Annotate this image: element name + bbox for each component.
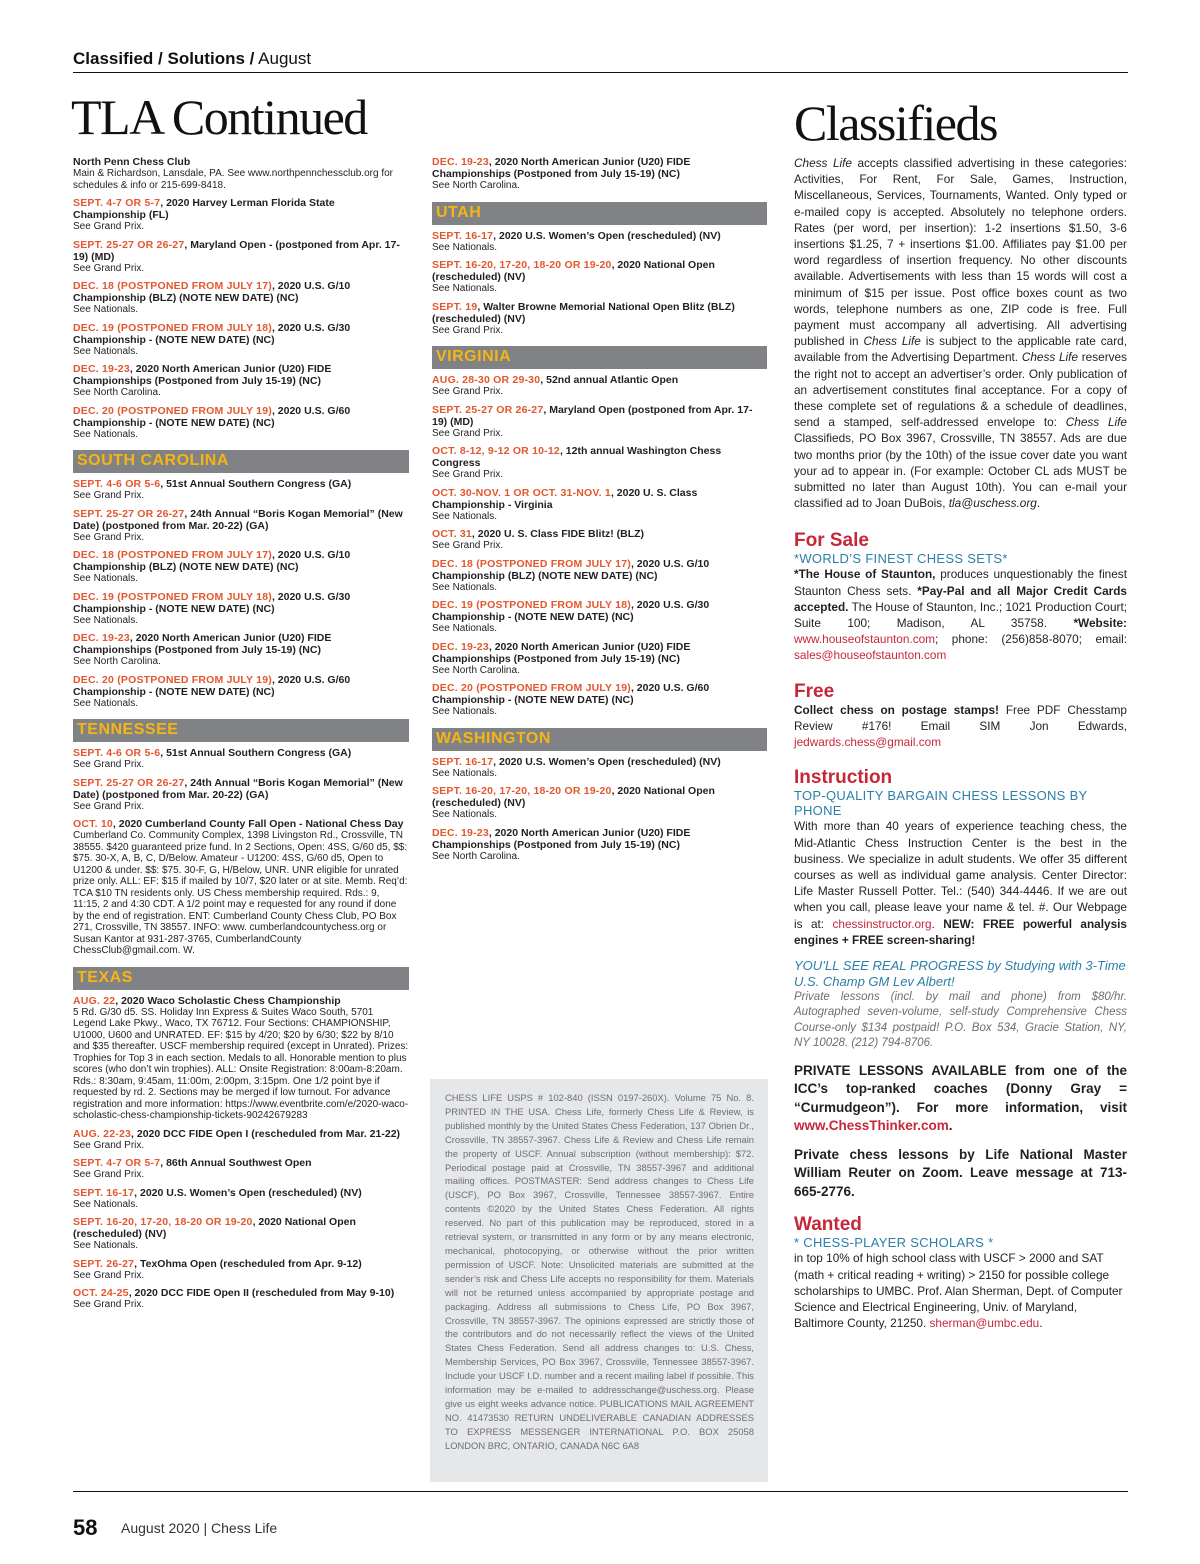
event-heading bbox=[432, 599, 767, 623]
event-listing bbox=[73, 1157, 409, 1181]
event-title: , 2020 U.S. G/60 Championship - (NOTE NEW DATE) (NC) bbox=[73, 404, 351, 429]
event-title: , 2020 DCC FIDE Open I (rescheduled from Mar. 21-22) bbox=[131, 1127, 401, 1140]
event-title: , 24th Annual “Boris Kogan Memorial” (New Date) (postponed from Mar. 20-22) (GA) bbox=[73, 776, 403, 801]
event-desc: See Grand Prix. bbox=[73, 800, 145, 812]
for-sale-subheading: *WORLD’S FINEST CHESS SETS* bbox=[794, 551, 1008, 567]
event-heading bbox=[73, 818, 409, 830]
event-title: , 2020 U.S. G/60 Championship - (NOTE NEW DATE) (NC) bbox=[73, 673, 351, 698]
event-heading bbox=[73, 508, 409, 532]
event-date: DEC. 20 (POSTPONED FROM JULY 19) bbox=[73, 673, 272, 686]
event-listing bbox=[432, 445, 767, 481]
event-title: , 2020 U.S. Women’s Open (rescheduled) (NV) bbox=[134, 1186, 362, 1199]
event-title: , 51st Annual Southern Congress (GA) bbox=[160, 747, 352, 759]
event-title: , 86th Annual Southwest Open bbox=[160, 1157, 312, 1169]
event-listing bbox=[432, 404, 767, 440]
page-number: 58 bbox=[73, 1515, 98, 1540]
event-date: SEPT. 26-27 bbox=[73, 1257, 135, 1270]
state-header-texas: TEXAS bbox=[73, 967, 409, 990]
event-date: OCT. 10 bbox=[73, 818, 113, 830]
event-listing bbox=[73, 322, 409, 358]
event-desc: See Nationals. bbox=[432, 767, 498, 779]
event-heading bbox=[73, 1216, 409, 1240]
event-heading bbox=[432, 558, 767, 582]
event-desc: See Grand Prix. bbox=[73, 221, 145, 232]
wa-events bbox=[432, 756, 767, 863]
event-desc: See Nationals. bbox=[73, 697, 139, 709]
event-desc: See Grand Prix. bbox=[73, 1269, 145, 1281]
event-desc: See Nationals. bbox=[432, 581, 498, 593]
instruction-subheading: TOP-QUALITY BARGAIN CHESS LESSONS BY PHONE bbox=[794, 788, 1088, 819]
event-listing bbox=[432, 230, 767, 254]
state-header-south-carolina: SOUTH CAROLINA bbox=[73, 450, 409, 473]
event-desc: See Grand Prix. bbox=[432, 427, 504, 439]
chessthinker-link[interactable]: www.ChessThinker.com bbox=[794, 1118, 949, 1134]
event-heading bbox=[432, 374, 767, 386]
event-desc: See Nationals. bbox=[432, 283, 498, 294]
event-listing bbox=[432, 528, 767, 552]
event-listing bbox=[73, 747, 409, 771]
event-title: , 2020 U.S. G/10 Championship (BLZ) (NOTE NEW DATE) (NC) bbox=[73, 549, 351, 573]
club-listing bbox=[73, 156, 409, 191]
wanted-heading: Wanted bbox=[794, 1214, 862, 1236]
event-desc: See Grand Prix. bbox=[73, 1139, 145, 1151]
event-listing bbox=[73, 478, 409, 502]
state-header-tennessee: TENNESSEE bbox=[73, 719, 409, 742]
event-heading bbox=[73, 280, 409, 304]
event-heading bbox=[73, 674, 409, 698]
event-heading bbox=[73, 1157, 409, 1169]
event-title: , 2020 U.S. G/10 Championship (BLZ) (NOTE NEW DATE) (NC) bbox=[432, 557, 710, 582]
instruction-heading: Instruction bbox=[794, 767, 893, 789]
chessinstructor-link[interactable]: chessinstructor.org bbox=[832, 916, 932, 931]
event-date: AUG. 22 bbox=[73, 994, 116, 1007]
event-desc: See Nationals. bbox=[73, 1198, 139, 1210]
event-date: DEC. 19-23 bbox=[432, 640, 489, 653]
event-heading bbox=[73, 995, 409, 1007]
event-desc: See Grand Prix. bbox=[73, 531, 145, 543]
event-title: , 2020 North American Junior (U20) FIDE Championships (Postponed from July 15-19) (NC) bbox=[432, 826, 691, 851]
event-heading bbox=[73, 363, 409, 387]
event-heading bbox=[73, 239, 409, 263]
tn-events bbox=[73, 747, 409, 957]
event-listing bbox=[432, 301, 767, 337]
sherman-email-link[interactable]: sherman@umbc.edu bbox=[929, 1316, 1040, 1331]
event-title: , 24th Annual “Boris Kogan Memorial” (New Date) (postponed from Mar. 20-22) (GA) bbox=[73, 507, 403, 532]
event-heading bbox=[432, 682, 767, 706]
event-listing bbox=[73, 1187, 409, 1211]
event-desc: See Grand Prix. bbox=[73, 1169, 145, 1180]
event-date: OCT. 30-NOV. 1 OR OCT. 31-NOV. 1 bbox=[432, 486, 611, 499]
event-listing bbox=[432, 599, 767, 635]
event-date: SEPT. 25-27 OR 26-27 bbox=[432, 403, 544, 416]
state-header-utah: UTAH bbox=[432, 202, 767, 225]
tx-events bbox=[73, 995, 409, 1311]
event-title: , Maryland Open (postponed from Apr. 17-19) (MD) bbox=[432, 403, 753, 428]
event-heading bbox=[432, 404, 767, 428]
event-desc: See North Carolina. bbox=[432, 850, 520, 862]
event-heading bbox=[432, 756, 767, 768]
event-date: OCT. 24-25 bbox=[73, 1287, 129, 1299]
event-title: , 2020 National Open (rescheduled) (NV) bbox=[73, 1216, 356, 1240]
for-sale-heading: For Sale bbox=[794, 530, 869, 552]
event-heading bbox=[73, 549, 409, 573]
event-title: , 2020 U. S. Class FIDE Blitz! (BLZ) bbox=[471, 528, 645, 540]
event-date: SEPT. 16-17 bbox=[432, 229, 494, 242]
event-heading bbox=[73, 1187, 409, 1199]
event-title: , Maryland Open - (postponed from Apr. 17-19) (MD) bbox=[73, 238, 400, 263]
jedwards-email-link[interactable]: jedwards.chess@gmail.com bbox=[794, 735, 942, 750]
event-listing bbox=[73, 1216, 409, 1252]
event-listing bbox=[73, 1287, 409, 1311]
event-date: DEC. 18 (POSTPONED FROM JULY 17) bbox=[73, 280, 272, 292]
event-date: SEPT. 25-27 OR 26-27 bbox=[73, 238, 185, 251]
event-heading bbox=[73, 197, 409, 221]
event-desc: 5 Rd. G/30 d5. SS. Holiday Inn Express & Suites Waco South, 5701 Legend Lake Pkwy., Waco, TX 76712. Four Sections: CHAMPIONSHIP, U1000, U600 and UNRATED. EF: $15 by 4/20; $20 by 6/30; $22 by 8/10 and $35 thereafter. USCF membership required (except in Unrated). Prizes: Trophies for Top 3 in each section. Medals to all. Honorable mention to plus scores (who don’t win trophies). ALL: Onsite Registration: 8:00am-8:20am. Rds.: 8:30am, 9:45am, 11:00m, 2:00pm, 3:15pm. One 1/2 point bye if requested by rd. 2. Sections may be merged if low turnout. For advance registration and more information: https://www.eventbrite.com/e/2020-waco-scholastic-chess-championship-tickets-90242679283 bbox=[73, 1006, 409, 1121]
event-listing bbox=[73, 549, 409, 585]
event-desc: See Nationals. bbox=[73, 573, 139, 584]
event-title: , 2020 U.S. G/30 Championship - (NOTE NEW DATE) (NC) bbox=[73, 321, 351, 346]
event-desc: See Grand Prix. bbox=[432, 540, 504, 551]
event-date: SEPT. 16-17 bbox=[73, 1186, 135, 1199]
event-heading bbox=[73, 405, 409, 429]
event-listing bbox=[73, 591, 409, 627]
tla-column-1 bbox=[73, 156, 409, 1317]
event-heading bbox=[432, 230, 767, 242]
for-sale-ad: *The House of Staunton, produces unquestionably the finest Staunton Chess sets. *Pay-Pal and all Major Credit Cards accepted. The House of Staunton, Inc.; 1021 Production Court; Suite 100; Madison, AL 35758. *Website: www.houseofstaunton.com; phone: (256)858-8070; email: sales@houseofstaunton.com bbox=[794, 567, 1127, 663]
usps-statement-box bbox=[430, 1079, 768, 1482]
ut-events bbox=[432, 230, 767, 337]
pa-events bbox=[73, 197, 409, 440]
reuter-lessons-ad: Private chess lessons by Life National Master William Reuter on Zoom. Leave message at 713-665-2776. bbox=[794, 1146, 1127, 1199]
event-listing bbox=[432, 374, 767, 398]
event-listing bbox=[432, 558, 767, 594]
event-title: , 2020 National Open (rescheduled) (NV) bbox=[432, 785, 715, 809]
event-desc: See Grand Prix. bbox=[73, 759, 145, 770]
event-listing bbox=[432, 156, 767, 192]
event-desc: See Grand Prix. bbox=[73, 1299, 145, 1310]
event-desc: See Grand Prix. bbox=[432, 324, 504, 336]
free-ad: Collect chess on postage stamps! Free PDF Chesstamp Review #176! Email SIM Jon Edwards, jedwards.chess@gmail.com bbox=[794, 702, 1127, 750]
event-heading bbox=[432, 785, 767, 809]
event-desc: See Grand Prix. bbox=[432, 386, 504, 397]
event-desc: See Nationals. bbox=[432, 623, 498, 634]
event-listing bbox=[73, 1258, 409, 1282]
state-header-washington: WASHINGTON bbox=[432, 728, 767, 751]
event-desc: Cumberland Co. Community Complex, 1398 Livingston Rd., Crossville, TN 38555. $420 guaranteed prize fund. In 2 Sections, Open: 4SS, G/60 d5, $$: $75. 30-X, A, B, C, D/Below. Amateur - U1200: 4SS, G/60 d5, Open to U1200 & under. $$: $75. 30-F, G, H/Below, UNR. UNR eligible for unrated prize only. ALL: EF: $15 if mailed by 10/7, $20 later or at site. Memb. Req’d: TCA $10 TN residents only. US Chess membership required. Rds.: 9, 11:15, 2 and 4:30 CDT. A 1/2 point may e requested for any round if done by the end of registration. ENT: Cumberland County Chess Club, PO Box 271, Crossville, TN 38557. INFO: www. cumberlandcountychess.org or Susan Kantor at 931-287-3765, CumberlandCounty ChessClub@gmail.com. W. bbox=[73, 830, 408, 956]
state-header-virginia: VIRGINIA bbox=[432, 346, 767, 369]
event-date: SEPT. 16-20, 17-20, 18-20 OR 19-20 bbox=[432, 785, 612, 797]
event-listing bbox=[73, 777, 409, 813]
event-date: SEPT. 16-17 bbox=[432, 755, 494, 768]
usps-statement: CHESS LIFE USPS # 102-840 (ISSN 0197-260X). Volume 75 No. 8. PRINTED IN THE USA. Chess Life, formerly Chess Life & Review, is published monthly by the United States Chess Federation, 137 Obrien Dr., Crossville, TN 38557-3967. Chess Life & Review and Chess Life remain the property of USCF. Annual subscription (without membership): $72. Periodical postage paid at Crossville, TN 38557-3967 and additional mailing offices. POSTMASTER: Send address changes to Chess Life (USCF), PO Box 3967, Crossville, Tennessee 38557-3967. Entire contents ©2020 by the United States Chess Federation. All rights reserved. No part of this publication may be reproduced, stored in a retrieval system, or transmitted in any form or by any means electronic, mechanical, photocopying, or otherwise without the prior written permission of USCF. Note: Unsolicited materials are submitted at the sender’s risk and Chess Life accepts no responsibility for them. Materials will not be returned unless accompanied by appropriate postage and packaging. Address all submissions to Chess Life, PO Box 3967, Crossville, TN 38557-3967. The opinions expressed are strictly those of the contributors and do not necessarily reflect the views of the United States Chess Federation. Send all address changes to: U.S. Chess, Membership Services, PO Box 3967, Crossville, Tennessee 38557-3967. Include your USCF I.D. number and a recent mailing label if possible. This information may be e-mailed to addresschange@uschess.org. Please give us eight weeks advance notice. PUBLICATIONS MAIL AGREEMENT NO. 41473530 RETURN UNDELIVERABLE CANADIAN ADDRESSES TO EXPRESS MESSENGER INTERNATIONAL P.O. BOX 25058 LONDON BRC, ONTARIO, CANADA N6C 6A8 bbox=[445, 1092, 754, 1451]
col2-top-events bbox=[432, 156, 767, 192]
event-date: SEPT. 4-7 OR 5-7 bbox=[73, 197, 161, 209]
event-heading bbox=[432, 487, 767, 511]
event-date: SEPT. 25-27 OR 26-27 bbox=[73, 776, 185, 789]
event-date: SEPT. 16-20, 17-20, 18-20 OR 19-20 bbox=[432, 259, 612, 271]
event-desc: See North Carolina. bbox=[432, 180, 520, 191]
event-desc: See Grand Prix. bbox=[432, 469, 504, 480]
event-date: DEC. 19 (POSTPONED FROM JULY 18) bbox=[432, 599, 631, 611]
club-title: North Penn Chess Club bbox=[73, 156, 191, 168]
event-listing bbox=[432, 259, 767, 295]
event-date: SEPT. 19 bbox=[432, 300, 478, 313]
section-month: August bbox=[258, 49, 312, 68]
instruction-ad: With more than 40 years of experience teaching chess, the Mid-Atlantic Chess Instruction Center is the best in the business. We specialize in adult students. We offer 35 different courses as well as individual game analysis. Center Director: Life Master Russell Potter. Tel.: (540) 344-4446. If we are out when you call, please leave your name & tel. #. Our Webpage is at: chessinstructor.org. NEW: FREE powerful analysis engines + FREE screen-sharing! bbox=[794, 819, 1127, 947]
event-desc: See North Carolina. bbox=[73, 656, 161, 667]
event-heading bbox=[73, 1258, 409, 1270]
section-header bbox=[73, 49, 311, 69]
event-listing bbox=[73, 197, 409, 233]
event-title: , 2020 U.S. G/10 Championship (BLZ) (NOTE NEW DATE) (NC) bbox=[73, 280, 351, 304]
event-date: OCT. 31 bbox=[432, 528, 472, 540]
event-listing bbox=[73, 280, 409, 316]
event-title: , 2020 U.S. Women’s Open (rescheduled) (NV) bbox=[493, 755, 721, 768]
event-heading bbox=[432, 445, 767, 469]
event-date: DEC. 20 (POSTPONED FROM JULY 19) bbox=[73, 404, 272, 417]
event-heading bbox=[73, 747, 409, 759]
event-date: DEC. 19-23 bbox=[432, 156, 489, 168]
event-heading bbox=[432, 827, 767, 851]
event-listing bbox=[432, 785, 767, 821]
tla-email-link[interactable]: tla@uschess.org bbox=[948, 496, 1037, 511]
event-date: DEC. 18 (POSTPONED FROM JULY 17) bbox=[73, 549, 272, 561]
sc-events bbox=[73, 478, 409, 709]
wanted-ad: in top 10% of high school class with USCF > 2000 and SAT (math + critical reading + writing) > 2150 for possible college scholarships to UMBC. Prof. Alan Sherman, Dept. of Computer Science and Electrical Engineering, Univ. of Maryland, Baltimore County, 21250. sherman@umbc.edu. bbox=[794, 1251, 1123, 1331]
event-title: , 2020 North American Junior (U20) FIDE Championships (Postponed from July 15-19) (NC) bbox=[73, 363, 332, 387]
event-date: SEPT. 4-6 OR 5-6 bbox=[73, 478, 161, 490]
event-heading bbox=[432, 301, 767, 325]
event-title: , 2020 North American Junior (U20) FIDE Championships (Postponed from July 15-19) (NC) bbox=[73, 632, 332, 656]
classifieds-title: Classifieds bbox=[794, 95, 997, 151]
event-listing bbox=[432, 641, 767, 677]
event-heading bbox=[73, 632, 409, 656]
event-date: DEC. 19 (POSTPONED FROM JULY 18) bbox=[73, 321, 272, 334]
event-listing bbox=[73, 674, 409, 710]
event-title: , 51st Annual Southern Congress (GA) bbox=[160, 478, 352, 490]
event-listing bbox=[432, 682, 767, 718]
event-date: AUG. 22-23 bbox=[73, 1127, 132, 1140]
event-title: , Walter Browne Memorial National Open Blitz (BLZ) (rescheduled) (NV) bbox=[432, 300, 735, 325]
event-title: , 2020 U.S. G/30 Championship - (NOTE NEW DATE) (NC) bbox=[73, 590, 351, 615]
event-date: DEC. 20 (POSTPONED FROM JULY 19) bbox=[432, 682, 631, 694]
event-title: , 52nd annual Atlantic Open bbox=[540, 374, 679, 386]
header-rule bbox=[73, 72, 1128, 73]
event-date: AUG. 28-30 OR 29-30 bbox=[432, 374, 541, 386]
tla-title: TLA Continued bbox=[71, 89, 367, 145]
event-heading bbox=[73, 478, 409, 490]
footer-text: August 2020 | Chess Life bbox=[121, 1520, 278, 1536]
event-title: , 2020 Waco Scholastic Chess Championship bbox=[115, 994, 341, 1007]
event-listing bbox=[73, 239, 409, 275]
event-desc: See Grand Prix. bbox=[73, 490, 145, 501]
event-date: OCT. 8-12, 9-12 OR 10-12 bbox=[432, 445, 560, 457]
staunton-website-link[interactable]: www.houseofstaunton.com bbox=[794, 632, 935, 647]
event-desc: See Nationals. bbox=[432, 706, 498, 717]
event-heading bbox=[73, 322, 409, 346]
event-title: , 2020 U. S. Class Championship - Virginia bbox=[432, 486, 698, 511]
free-heading: Free bbox=[794, 680, 835, 702]
event-desc: See Nationals. bbox=[73, 1240, 139, 1251]
event-date: SEPT. 25-27 OR 26-27 bbox=[73, 507, 185, 520]
event-title: , 2020 North American Junior (U20) FIDE Championships (Postponed from July 15-19) (NC) bbox=[432, 640, 691, 665]
event-listing bbox=[73, 405, 409, 441]
event-title: , 2020 North American Junior (U20) FIDE Championships (Postponed from July 15-19) (NC) bbox=[432, 156, 691, 180]
section-label: Classified / Solutions / bbox=[73, 49, 255, 68]
event-title: , 2020 National Open (rescheduled) (NV) bbox=[432, 259, 715, 283]
event-listing bbox=[73, 363, 409, 399]
event-title: , 2020 U.S. G/60 Championship - (NOTE NEW DATE) (NC) bbox=[432, 682, 710, 706]
event-title: , 2020 Cumberland County Fall Open - National Chess Day bbox=[112, 818, 404, 830]
tla-column-2 bbox=[432, 156, 767, 868]
event-desc: See Nationals. bbox=[73, 304, 139, 315]
event-listing bbox=[432, 487, 767, 523]
event-listing bbox=[432, 827, 767, 863]
event-desc: See Nationals. bbox=[73, 345, 139, 357]
event-listing bbox=[73, 995, 409, 1122]
event-desc: See Nationals. bbox=[432, 241, 498, 253]
event-desc: See North Carolina. bbox=[73, 387, 161, 398]
event-listing bbox=[73, 632, 409, 668]
event-date: SEPT. 4-7 OR 5-7 bbox=[73, 1157, 161, 1169]
private-lessons-ad: PRIVATE LESSONS AVAILABLE from one of the ICC’s top-ranked coaches (Donny Gray = “Curmudgeon”). For more information, visit www.ChessThinker.com. bbox=[794, 1062, 1127, 1134]
event-title: , 12th annual Washington Chess Congress bbox=[432, 445, 722, 469]
event-listing bbox=[73, 818, 409, 957]
event-date: DEC. 19-23 bbox=[73, 363, 130, 375]
event-desc: See Grand Prix. bbox=[73, 262, 145, 274]
staunton-email-link[interactable]: sales@houseofstaunton.com bbox=[794, 648, 947, 663]
event-date: SEPT. 4-6 OR 5-6 bbox=[73, 747, 161, 759]
event-listing bbox=[73, 1128, 409, 1152]
event-desc: See North Carolina. bbox=[432, 664, 520, 676]
wanted-subheading: * CHESS-PLAYER SCHOLARS * bbox=[794, 1235, 994, 1251]
event-title: , 2020 DCC FIDE Open II (rescheduled from May 9-10) bbox=[128, 1287, 395, 1299]
albert-heading: YOU’LL SEE REAL PROGRESS by Studying with 3-Time U.S. Champ GM Lev Albert! bbox=[794, 957, 1126, 989]
event-title: , 2020 U.S. G/30 Championship - (NOTE NEW DATE) (NC) bbox=[432, 599, 710, 623]
event-desc: See Nationals. bbox=[73, 428, 139, 440]
event-title: , 2020 Harvey Lerman Florida State Championship (FL) bbox=[73, 197, 335, 221]
event-heading bbox=[73, 1128, 409, 1140]
event-listing bbox=[432, 756, 767, 780]
event-title: , 2020 U.S. Women’s Open (rescheduled) (NV) bbox=[493, 229, 721, 242]
event-heading bbox=[432, 528, 767, 540]
albert-ad: Private lessons (incl. by mail and phone) from $80/hr. Autographed seven-volume, self-study Comprehensive Chess Course-only $134 postpaid! P.O. Box 534, Gracie Station, NY, NY 10028. (212) 794-8706. bbox=[794, 990, 1127, 1050]
event-desc: See Nationals. bbox=[73, 614, 139, 626]
event-date: SEPT. 16-20, 17-20, 18-20 OR 19-20 bbox=[73, 1216, 253, 1228]
event-heading bbox=[432, 259, 767, 283]
event-heading bbox=[432, 156, 767, 180]
event-heading bbox=[73, 591, 409, 615]
event-heading bbox=[73, 777, 409, 801]
footer-rule bbox=[73, 1491, 1128, 1492]
club-desc: Main & Richardson, Lansdale, PA. See www.northpennchessclub.org for schedules & info or 215-699-8418. bbox=[73, 168, 393, 191]
event-title: , TexOhma Open (rescheduled from Apr. 9-12) bbox=[134, 1257, 362, 1270]
event-heading bbox=[432, 641, 767, 665]
event-date: DEC. 19-23 bbox=[73, 632, 130, 644]
classifieds-column bbox=[794, 155, 1127, 1331]
event-date: DEC. 19-23 bbox=[432, 826, 489, 839]
event-heading bbox=[73, 1287, 409, 1299]
event-listing bbox=[73, 508, 409, 544]
va-events bbox=[432, 374, 767, 718]
classifieds-intro: Chess Life accepts classified advertising in these categories: Activities, For Rent, For Sale, Games, Instruction, Miscellaneous, Services, Tournaments, Wanted. Only typed or e-mailed copy is accepted. Absolutely no telephone orders. Rates (per word, per insertion): 1-2 insertions $1.50, 3-6 insertions $1.25, 7 + insertions $1.00. Affiliates pay $1.00 per word regardless of insertion frequency. No other discounts available. Advertisements with less than 15 words will cost a minimum of $15 per issue. Post office boxes count as two words, telephone numbers as one, ZIP code is free. Full payment must accompany all advertising. All advertising published in Chess Life is subject to the applicable rate card, available from the Advertising Department. Chess Life reserves the right not to accept an advertiser’s order. Only publication of an advertisement constitutes final acceptance. For a copy of these complete set of regulations & a schedule of deadlines, send a stamped, self-addressed envelope to: Chess Life Classifieds, PO Box 3967, Crossville, TN 38557. Ads are due two months prior (by the 10th) of the issue cover date you want your ad to appear in. (For example: October CL ads MUST be submitted no later than August 10th). You can e-mail your classified ad to Joan DuBois, tla@uschess.org. bbox=[794, 156, 1127, 511]
event-date: DEC. 18 (POSTPONED FROM JULY 17) bbox=[432, 557, 631, 570]
event-desc: See Nationals. bbox=[432, 809, 498, 820]
event-desc: See Nationals. bbox=[432, 510, 498, 522]
event-date: DEC. 19 (POSTPONED FROM JULY 18) bbox=[73, 590, 272, 603]
